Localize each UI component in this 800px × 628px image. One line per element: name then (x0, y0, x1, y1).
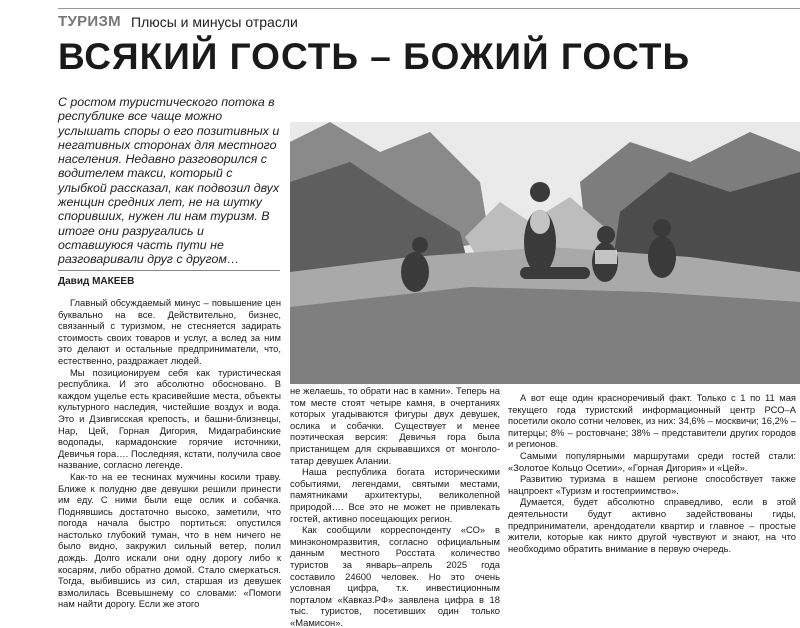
body-paragraph: Наша республика богата историческими событиями, легендами, святыми местами, памятниками архитектуры, великолепной природой…. Все это не может не привлекать гостей, активно посещающих регион. (290, 466, 500, 524)
rubric-bar (58, 8, 800, 32)
rubric-label: Плюсы и минусы отрасли (131, 14, 298, 30)
body-paragraph: не желаешь, то обрати нас в камни». Теперь на том месте стоят четыре камня, в очертаниях которых угадываются фигуры двух девушек, ослика и собачки. Существует и менее поэтическая версия: Девичья гора была пристанищем для скрывавшихся от монголо-татар девушек Алании. (290, 385, 500, 466)
article-photo (290, 122, 800, 384)
mountain-landscape-image (290, 122, 800, 384)
body-paragraph: Мы позиционируем себя как туристическая республика. И это абсолютно обосновано. В каждом ущелье есть красивейшие места, объекты культурного наследия, чистейшие воздух и вода. Это и Дзивгисская крепость, и башни-близнецы, Нар, Цей, Горная Дигория, Мидаграбинские водопады, кармадонские горячие источники, Девичья гора…. Последняя, кстати, получила свое название, согласно легенде. (58, 366, 281, 471)
body-paragraph: Думается, будет абсолютно справедливо, если в этой деятельности будут активно задействованы гиды, предприниматели, арендодатели квартир и главное – простые жители, которые как никто другой чувствуют и знают, на что необходимо обратить внимание в первую очередь. (508, 496, 796, 554)
body-paragraph: Главный обсуждаемый минус – повышение цен буквально на все. Действительно, бизнес, связанный с туризмом, не стесняется задирать стоимость своих товаров и услуг, а вслед за ним это делают и остальные предприниматели, что, естественно, раздражает людей. (58, 297, 281, 366)
body-paragraph: Развитию туризма в нашем регионе способствует также нацпроект «Туризм и гостеприимство». (508, 473, 796, 496)
lead-divider (58, 270, 280, 271)
body-paragraph: Как сообщили корреспонденту «СО» в минэкономразвития, согласно официальным данным местного Росстата количество туристов за январь–апрель 2025 года составило 24600 человек. Но это очень условная цифра, т.к. инвестиционным порталом «Кавказ.РФ» заявлена цифра в 18 тыс. туристов, посетивших один только «Мамисон». (290, 524, 500, 628)
body-paragraph: А вот еще один красноречивый факт. Только с 1 по 11 мая текущего года туристский информационный центр РСО–А посетили около сотни человек, из них: 34,6% – москвичи; 16,2% – питерцы; 8% – ростовчане; 38% – представители других городов и регионов. (508, 392, 796, 450)
article-column-1 (58, 297, 281, 610)
lead-paragraph: С ростом туристического потока в республике все чаще можно услышать споры о его позитивных и негативных сторонах для местного населения. Недавно разговорился с водителем такси, который с улыбкой рассказал, как подвозил двух женщин средних лет, не на шутку споривших, нужен ли нам туризм. В итоге они разругались и оставшуюся часть пути не разговаривали друг с другом… (58, 95, 280, 267)
body-paragraph: Самыми популярными маршрутами среди гостей стали: «Золотое Кольцо Осетии», «Горная Дигория» и «Цей». (508, 449, 796, 473)
page-title: ВСЯКИЙ ГОСТЬ – БОЖИЙ ГОСТЬ (58, 36, 691, 77)
article-column-3 (508, 392, 796, 554)
author-byline: Давид МАКЕЕВ (58, 276, 135, 287)
body-paragraph: Как-то на ее теснинах мужчины косили траву. Ближе к полудню две девушки решили принести им еду. С ними были еще ослик и собачка. Поднявшись достаточно высоко, заметили, что погода начала быстро портиться: опустился настолько глубокий туман, что в нем ничего не было видно, закружил сильный ветер, полил дождь. Долго искали они одну дорогу либо к косарям, либо обратно домой. Стало смеркаться. Тогда, выбившись из сил, старшая из девушек взмолилась Всевышнему со словами: «Помоги нам найти дорогу. Если же этого (58, 470, 281, 610)
article-column-2 (290, 385, 500, 628)
rubric-tag: ТУРИЗМ (58, 13, 121, 30)
